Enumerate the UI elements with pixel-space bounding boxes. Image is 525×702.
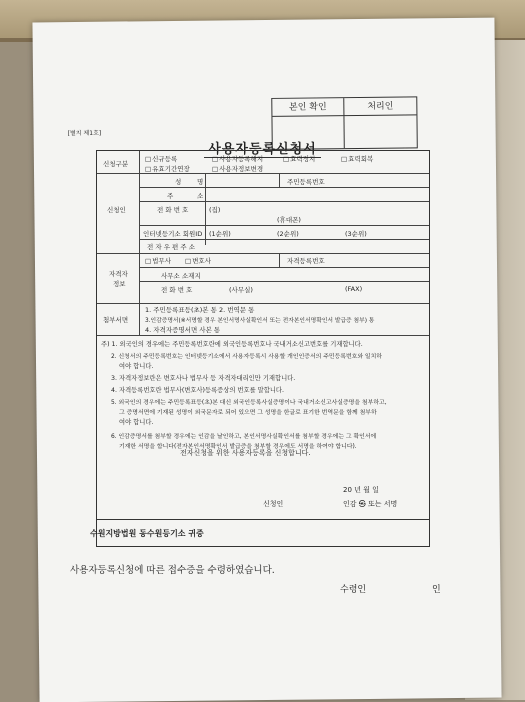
approval-col1-label: 본인 확인 [272, 98, 344, 117]
applicant-sign-label: 신청인 [263, 500, 284, 508]
reg-no-divider [279, 253, 280, 267]
note-6a: 6. 인감증명서를 첨부할 경우에는 인감을 날인하고, 본인서명사실확인서를 첨부할 경우에는 그 확인서에 [111, 434, 377, 440]
note-4: 4. 자격등록번호란 법무사(변호사)등록증상의 번호를 말합니다. [111, 387, 284, 394]
reg-no-label: 자격등록번호 [287, 257, 325, 265]
apply-statement: 전자신청을 위한 사용자등록을 신청합니다. [180, 449, 311, 457]
applicant-label: 신청인 [107, 206, 126, 214]
row-divider [139, 239, 429, 240]
address-label-1: 주 [167, 192, 174, 200]
attachment-line-2: 3.인감증명서(※서명할 경우 본인서명사실확인서 또는 전자본인서명확인서 발급증 첨부) 통 [145, 318, 375, 324]
row-divider [97, 519, 429, 520]
option-new-registration[interactable]: □ 신규등록 [145, 154, 177, 163]
addressee: 수원지방법원 동수원등기소 귀중 [90, 529, 204, 538]
option-extend-validity[interactable]: □ 유효기간연장 [145, 164, 190, 173]
address-label-2: 소 [197, 192, 204, 200]
applicant-field-divider [205, 173, 206, 245]
approval-col2-label: 처리인 [344, 97, 416, 116]
qualification-label-2: 정보 [113, 280, 126, 288]
attachment-line-3: 4. 자격자증명서면 사본 통 [145, 326, 221, 334]
note-1: 주) 1. 외국인의 경우에는 주민등록번호란에 외국인등록번호나 국내거소신고번호를 기재합니다. [101, 341, 363, 348]
note-2a: 2. 신청서의 주민등록번호는 인터넷등기소에서 사용자등록시 사용할 개인인증서의 주민등록번호와 일치하 [111, 354, 382, 360]
note-3: 3. 자격자정보란은 변호사나 법무사 등 자격자대리인만 기재합니다. [111, 375, 296, 382]
office-fax: (FAX) [345, 285, 363, 293]
internet-id-label: 인터넷등기소 회원ID [143, 230, 203, 238]
office-phone-label: 전 화 번 호 [161, 286, 193, 294]
attachments-divider [139, 303, 140, 335]
row-divider [139, 225, 429, 226]
phone-label: 전 화 번 호 [157, 206, 189, 214]
receiver-label: 수령인 [340, 585, 367, 595]
note-6b: 기재한 서명을 합니다(전자본인서명확인서 발급증을 첨부할 경우에도 서명을 하여야 합니다). [119, 444, 357, 450]
row-divider [139, 267, 429, 268]
id-rank3: (3순위) [345, 230, 367, 238]
row-divider [139, 201, 429, 202]
row-divider [97, 335, 429, 336]
name-label-2: 명 [197, 178, 204, 186]
receipt-statement: 사용자등록신청에 따른 접수증을 수령하였습니다. [70, 565, 275, 576]
form-number: [별지 제1호] [67, 129, 102, 138]
note-5b: 그 증명서면에 기재된 성명이 외국문자로 되어 있으면 그 성명을 한글로 표기한 번역문을 함께 첨부하 [119, 410, 377, 416]
mobile-label: (휴대폰) [277, 216, 301, 224]
row-divider [139, 281, 429, 282]
receiver-seal: 인 [432, 585, 441, 595]
id-rank2: (2순위) [277, 230, 299, 238]
date-line: 20 년 월 일 [343, 486, 379, 494]
office-label: 사무소 소재지 [161, 272, 201, 280]
rrn-divider [279, 173, 280, 187]
form-table [96, 150, 430, 547]
option-suspend[interactable]: □ 효력정지 [283, 154, 315, 163]
note-5c: 여야 합니다. [119, 419, 154, 426]
note-2b: 여야 합니다. [119, 363, 154, 370]
row-divider [97, 173, 429, 174]
office-phone-office: (사무실) [229, 286, 253, 294]
email-label: 전 자 우 편 주 소 [147, 243, 196, 251]
note-5a: 5. 외국인의 경우에는 주민등록표등(초)본 대신 외국인등록사실증명이나 국내거소신고사실증명을 첨부하고, [111, 400, 387, 406]
option-change-info[interactable]: □ 사용자정보변경 [212, 164, 263, 173]
option-lawyer[interactable]: □ 법무사 [145, 256, 171, 265]
option-attorney[interactable]: □ 변호사 [185, 256, 211, 265]
seal-or-signature: 인감 ㉿ 또는 서명 [343, 500, 398, 508]
row-divider [139, 187, 429, 188]
form-title-text: 사용자등록신청서 [204, 142, 320, 158]
application-type-label: 신청구분 [103, 160, 129, 168]
row-divider [97, 303, 429, 304]
attachment-line-1: 1. 주민등록표등(초)본 통 2. 번역문 통 [145, 306, 255, 314]
id-rank1: (1순위) [209, 230, 231, 238]
rrn-label: 주민등록번호 [287, 178, 325, 186]
row-divider [97, 253, 429, 254]
attachments-label: 첨부서면 [103, 316, 129, 324]
option-restore[interactable]: □ 효력회복 [341, 154, 373, 163]
option-cancel-registration[interactable]: □ 사용자등록해지 [212, 154, 263, 163]
name-label-1: 성 [175, 178, 182, 186]
qualification-label: 자격자 [109, 270, 128, 278]
phone-home-label: (집) [209, 206, 221, 214]
